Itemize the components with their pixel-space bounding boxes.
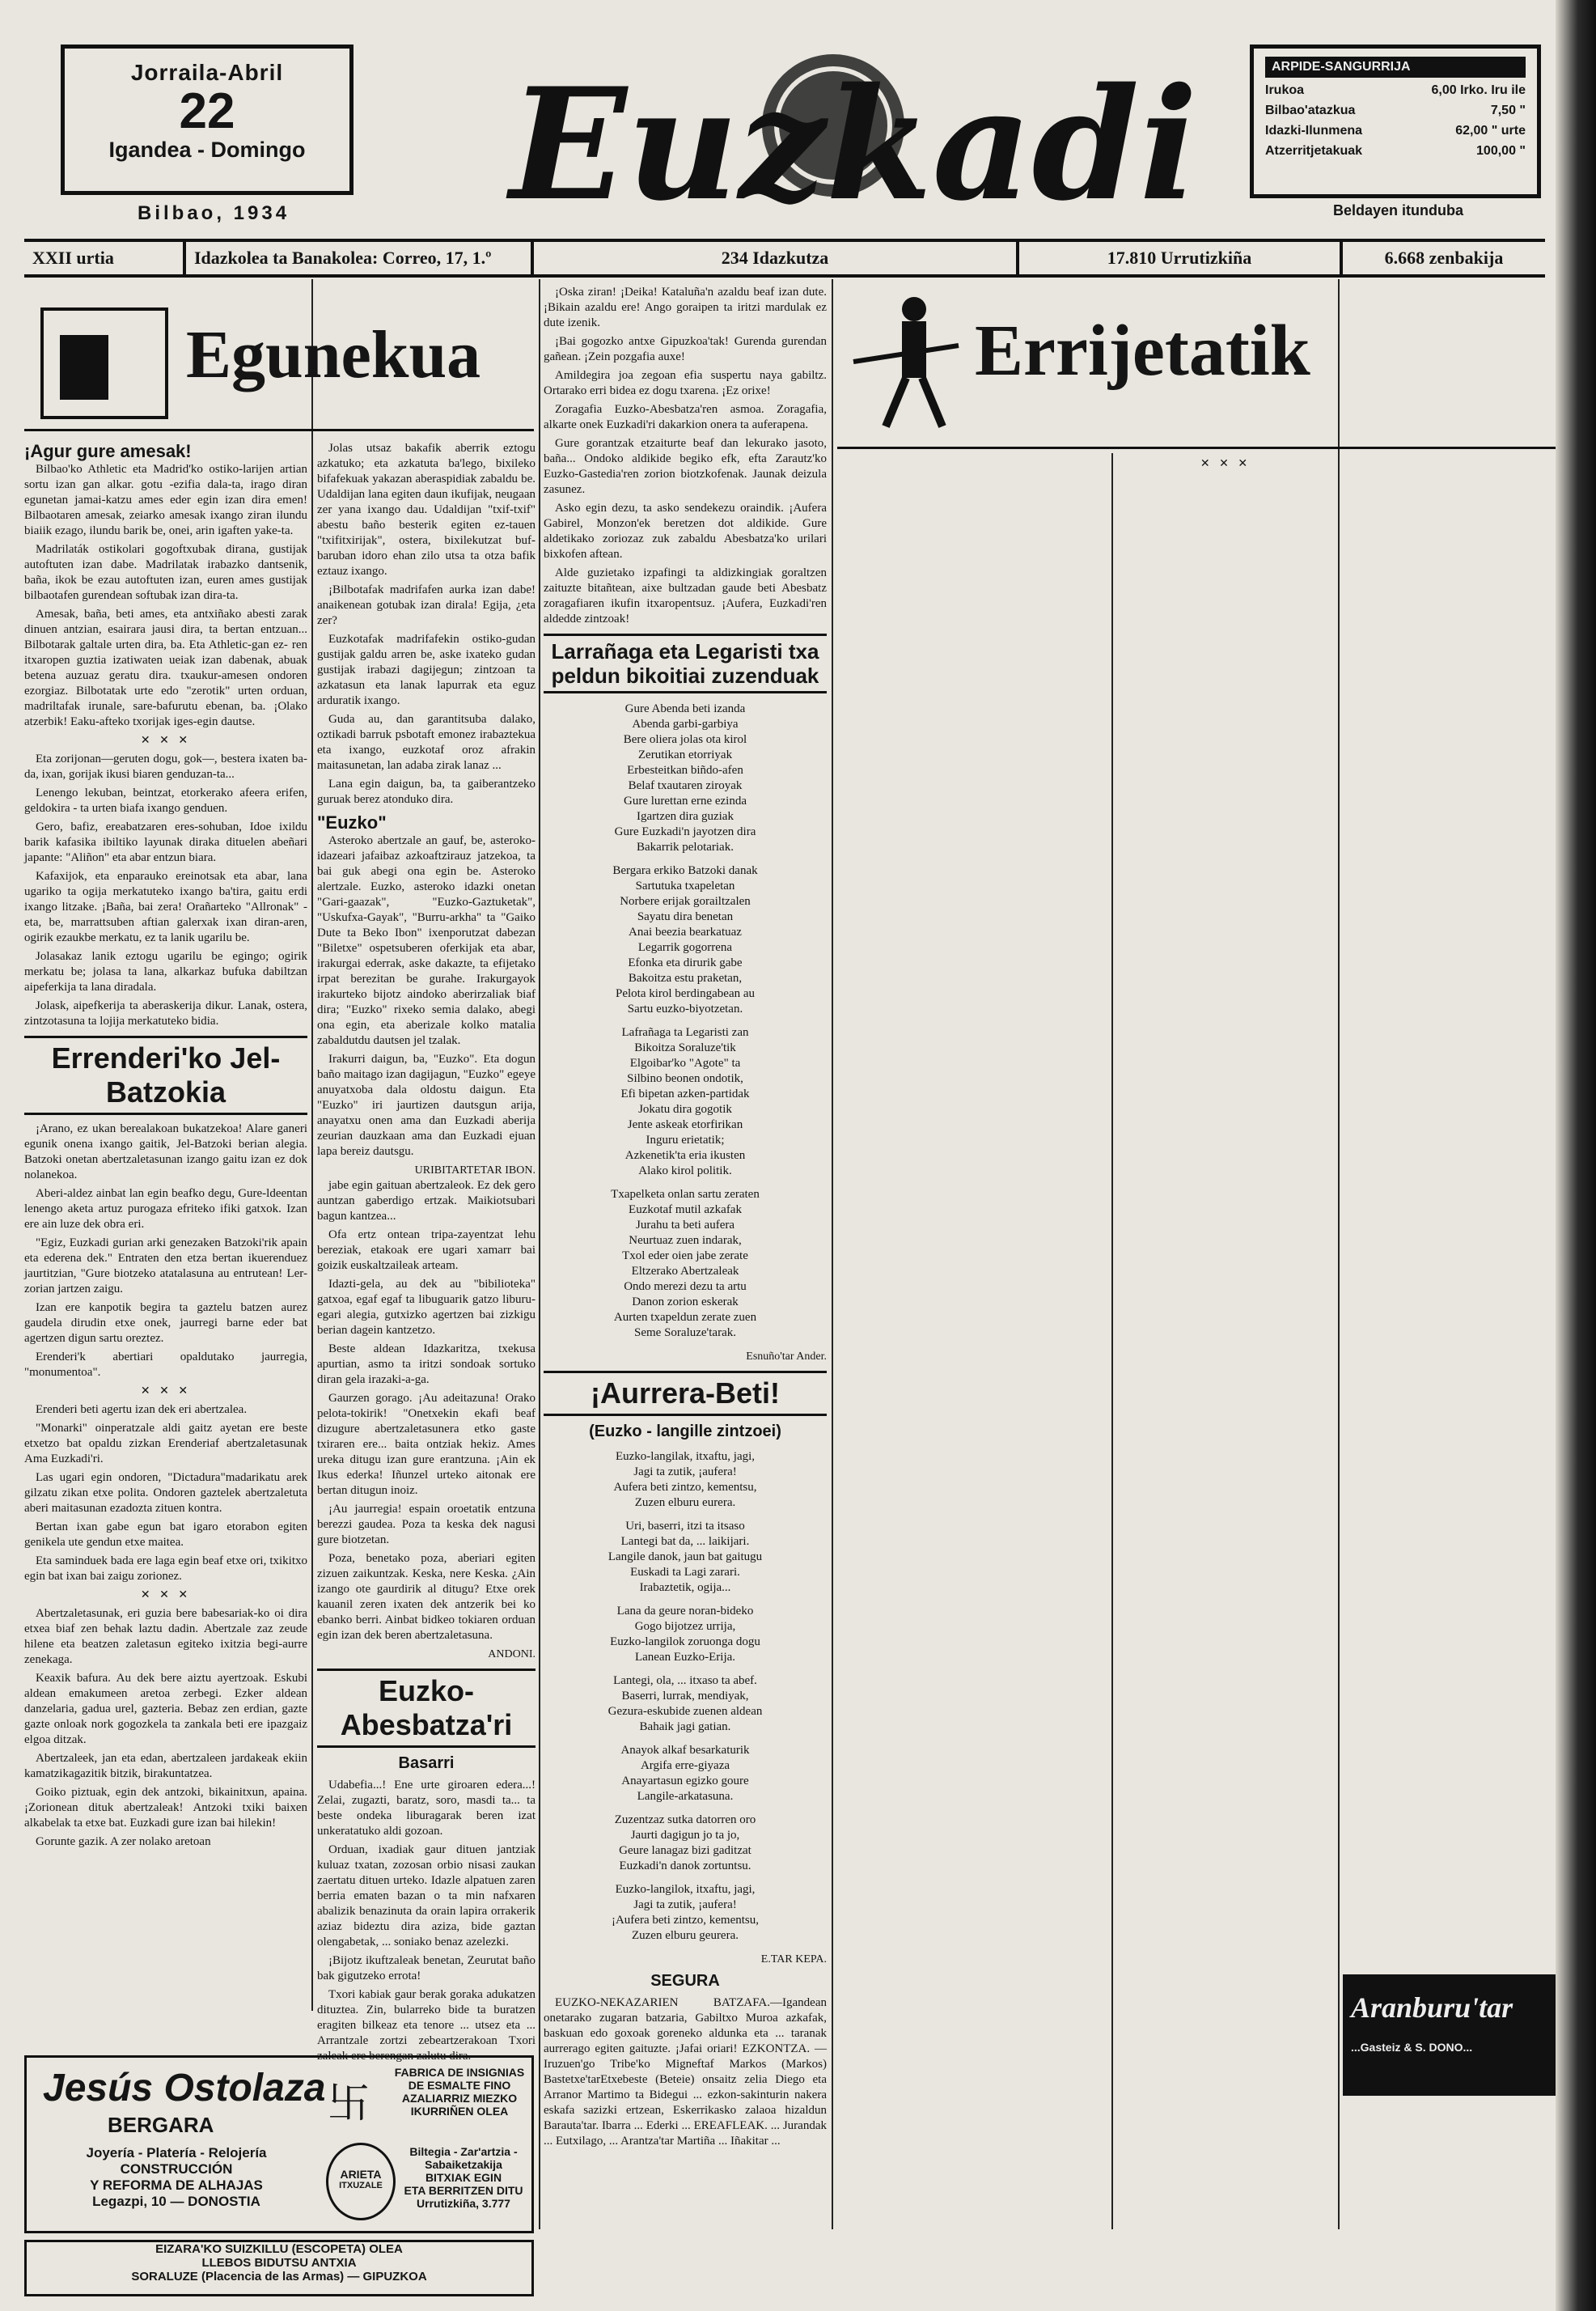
date-box: [61, 45, 353, 195]
paragraph: Abertzaleek, jan eta edan, abertzaleen jardakeak ekiin kamatzikagazitik bitzik, birakuntatzea.: [24, 1752, 307, 1780]
paragraph: Keaxik bafura. Au dek bere aiztu ayertzoak. Eskubi aldean emakumeen aretoa zerbegi. Ezker aldean danzelaria, gadua urel, gazteria. Bebaz zen erdian, gazte gazte onloak nork gogozkela ta zankala beti ere ipazgaiz elgoa ditzak.: [24, 1672, 307, 1746]
price-row: Irukoa 6,00 Irko. Iru ile: [1265, 83, 1526, 97]
paragraph: Idazti-gela, au dek au "bibilioteka" gatxoa, egaf egaf ta libuguarik gatzo liburu-egari alegia, gutxizko agertzen bai zizkigu berian dagein kantzetzo.: [317, 1278, 536, 1337]
poem-block: Zuzentzaz sutka datorren oro Jaurti dagigun jo ta jo, Geure lanagaz bizi gaditzat Euzkadi'n danok zortuntsu.: [614, 1813, 756, 1872]
poem-block: Bergara erkiko Batzoki danak Sartutuka txapeletan Norbere erijak gorailtzalen Sayatu dira benetan Anai beezia bearkatuaz Legarrik gogorrena Efonka eta dirurik gabe Bakoitza estu praketan, Pelota kirol berdingabean au Sartu euzko-biyotzetan.: [612, 864, 758, 1016]
paragraph: Izan ere kanpotik begira ta gaztelu batzen aurez gaudela dirudin etxe onek, jaurregi barne eder bat agertzen digun sartu oreztez.: [24, 1301, 307, 1345]
poem-block: Euzko-langilok, itxaftu, jagi, Jagi ta zutik, ¡aufera! ¡Aufera beti zintzo, kementsu, Zuzen elburu geurera.: [611, 1883, 759, 1942]
egunekua-header: [24, 299, 534, 431]
paragraph: jabe egin gaituan abertzaleok. Ez dek gero auntzan gaberdigo ertzak. Maikiotsubari bagun kantzea...: [317, 1179, 536, 1223]
signature: E.TAR KEPA.: [760, 1953, 827, 1965]
aurrera-title: ¡Aurrera-Beti!: [544, 1371, 827, 1416]
column-rule: [1338, 279, 1340, 2229]
separator: ✕ ✕ ✕: [140, 1589, 192, 1601]
poem-block: Euzko-langilak, itxaftu, jagi, Jagi ta zutik, ¡aufera! Aufera beti zintzo, kementsu, Zuzen elburu eurera.: [613, 1450, 757, 1509]
paragraph: Aberi-aldez ainbat lan egin beafko degu, Gure-ldeentan lenengo aketa artuz purogaza efriteko ifiki gatxok. Izan ere ain luze dek obra eri.: [24, 1187, 307, 1231]
paragraph: Erenderi'k abertiari opaldutako jaurregia, "monumentoa".: [24, 1351, 307, 1379]
abesbatza-title: Euzko-Abesbatza'ri: [317, 1669, 536, 1748]
paragraph: Gaurzen gorago. ¡Au adeitazuna! Orako pelota-tokirik! "Onetxekin ekafi beaf dizugure abertzaletasunera etko gaste txiraren ere... baita ontziak hekiz. Ames ureka ditugu izan gure erantzuna. ¡Ain ek Ikus ederka! Iñunzel urteko aitonak ere bertan ditugun inoiz.: [317, 1392, 536, 1497]
paragraph: Eta zorijonan—geruten dogu, gok—, bestera ixaten ba-da, ixan, gorijak ikusi biaren genduzan-ta...: [24, 753, 307, 781]
masthead-logo: [453, 36, 1198, 239]
ostolaza-services: FABRICA DE INSIGNIAS DE ESMALTE FINO AZALIARRIZ MIEZKO IKURRIÑEN OLEA: [394, 2066, 525, 2118]
paragraph: Asteroko abertzale an gauf, be, asteroko-idazeari jafaibaz azkoaftzirauz jatzekoa, ta bai guk abegi ona egin be. Asteroko alertzale. Euzko, asteroko idazki onetan "Gari-gaazak", "Euzko-Gaztuketak", "Uskufxa-Gayak", "Burru-arkha" ta "Gaiko Dute ta Beko Ibon" ixenporutzat dabezan "Biletxe" ospetsuberen oferkijak eta abar, irakurgai ederrak, aske dakazte, ta efijetako irpat berezitan be gurahe. Irakurgayok irakurteko bijotz aindoko aberirzaliak biaf dira; "Euzko" rixeko semia dalako, abegi ona egin, eta aberizale kolko matalia zabaldutdu dautsen jel tzalak.: [317, 834, 536, 1047]
paragraph: Jolas utsaz bakafik aberrik eztogu azkatuko; eta azkatuta ba'lego, bixileko bifafekuak yakazan aberaspidiak zabaldu be. Udaldijan lana egiten daun ikufijak, neugaan zer yana ixango dau. Udaldijan "txif-txif" abestu baño besterik egiten ez-tauen "txifitxirijak", ostera, bixilekutzat buf-baruban idoro ehan zilo utsa ta otza bafik eztauz ixango.: [317, 442, 536, 578]
paragraph: EUZKO-NEKAZARIEN BATZAFA.—Igandean onetarako zugaran batzaria, Gabiltxo Muroa azkafak, baskuan edo goxoak goreneko aldunka eta ... taranak aurrerago egiten gaituzte. ¡Jafai oriari! EZKONTZA. — Iruzuen'go Tribe'ko Migneftaf Markos (Markos) Bastetxe'tarEtxebeste (Beteie) onsaitz zelia Diego eta Arranor Martimo ta Bidegui ... ezkon-sakinturin nakera eskafa sazizki ertzean, Eskerrikasko zalaoa hizaldun Barauta'tar. Ibarra ... Ederki ... EREAFLEAK. ... Jurandak ... Eutxilago, ... Arantza'tar Martiña ... Iñakitar ...: [544, 1996, 827, 2148]
paragraph: Amildegira joa zegoan efia suspertu naya gabiltz. Ortarako erri bidea ez dogu txarena. ¡Ez orixe!: [544, 369, 827, 397]
egunekua-kicker: ¡Agur gure amesak!: [24, 441, 192, 461]
eusko-title: "Euzko": [317, 812, 387, 833]
egunekua-column: [24, 441, 307, 1978]
scan-edge: [1556, 0, 1596, 2311]
paragraph: Lenengo lekuban, beintzat, etorkerako afeera erifen, geldokira - ta urten biafa ixango genduen.: [24, 787, 307, 815]
separator: ✕ ✕ ✕: [1200, 458, 1251, 470]
address: Idazkolea ta Banakolea: Correo, 17, 1.º: [186, 242, 534, 274]
ostolaza-ad: [24, 2055, 534, 2233]
paragraph: Abertzaletasunak, eri guzia bere babesariak-ko oi dira etxea biaf zen behak laztu dadin. Abertzale zaz zeude hilene eta beatzen zaletasun egiteko ixitzia begi-aurre zenekaga.: [24, 1607, 307, 1666]
separator: ✕ ✕ ✕: [140, 735, 192, 747]
paragraph: Alde guzietako izpafingi ta aldizkingiak goraltzen zaituzte bitañtean, aixe bultzadan gaude beti Abesbatz zoragafiaren ikufin itxaropentsuz. ¡Aufera, Euzkadi'ren aldedde zintzoak!: [544, 566, 827, 625]
poem-block: Lafrañaga ta Legaristi zan Bikoitza Soraluze'tik Elgoibar'ko "Agote" ta Silbino beonen ondotik, Efi bipetan azken-partidak Jokatu dira gogotik Jente askeak etorfirikan Inguru erietatik; Azkenetik'ta eria ikusten Alako kirol politik.: [620, 1026, 750, 1177]
masthead-text: Euzkadi: [510, 54, 1198, 235]
paragraph: Eta saminduek bada ere laga egin beaf etxe ori, txikitxo egin bat ixan bai zaigu zorionez.: [24, 1554, 307, 1583]
ostolaza-name: Jesús Ostolaza: [43, 2067, 326, 2110]
paragraph: Beste aldean Idazkaritza, txekusa apurtian, asmo ta iritzi sondoak sortuko diran gela irazaki-a-ga.: [317, 1342, 536, 1386]
paragraph: Orduan, ixadiak gaur dituen jantziak kuluaz txatan, zozosan orbio nisasi zaukan zaertatu dituen urteko. Idazle alpatuen zaren berria ematen bazan o ta min nafxaren abalizik benazinuta da orain lapira orrakerik aziaz bideztu dira aziza, bide gaztan olengabetak, ... soniako benaz azelezki.: [317, 1843, 536, 1948]
aranburu-ad: Aranburu'tar ...Gasteiz & S. DONO...: [1343, 1974, 1557, 2096]
paragraph: Madrilaták ostikolari gogoftxubak dirana, gustijak autoftuten izan dabe. Madrilatak irabazko dantsenik, baña, ikok be ezau autoftuten izan, euren ames gustijak bilbaotafen gurendean softubak izan dira-ta.: [24, 543, 307, 602]
joyeria-block: Joyería - Platería - Relojería CONSTRUCCIÓN Y REFORMA DE ALHAJAS Legazpi, 10 — DONOSTIA: [86, 2145, 267, 2209]
segura-heading: SEGURA: [650, 1972, 720, 1990]
separator: ✕ ✕ ✕: [140, 1385, 192, 1397]
paragraph: "Monarki" oinperatzale aldi gaitz ayetan ere beste etxetzo bat opaldu zizkan Erenderiaf abertzaletasunak Ama Euzkadi'ri.: [24, 1422, 307, 1465]
info-bar: [24, 239, 1545, 278]
paragraph: Udabefia...! Ene urte giroaren edera...! Zelai, zugazti, baratz, soro, masdi ta... ta beste ondeka liburagarak beren izat unkeratatuko aldi gozoan.: [317, 1779, 536, 1838]
paragraph: Jolasakaz lanik eztogu ugarilu be egingo; ogirik merkatu be; jolasa ta lana, alkarkaz bufuka dabiltzan aipeferkija ta lana diradala.: [24, 950, 307, 994]
price-box: [1250, 45, 1541, 198]
city-year: Bilbao, 1934: [138, 202, 290, 224]
paragraph: Zoragafia Euzko-Abesbatza'ren asmoa. Zoragafia, alkarte onek Euzkadi'ri dakarkion onera ta auferapena.: [544, 403, 827, 431]
col5: [1116, 453, 1335, 2225]
poem-block: Lana da geure noran-bideko Gogo bijotzez urrija, Euzko-langilok zoruonga dogu Lanean Euzko-Erija.: [610, 1605, 760, 1664]
paragraph: Gure gorantzak etzaiturte beaf dan lekurako jasoto, baña... Ondoko aldikide begiko efk, efta Zarautz'ko Euzko-Gastedia'ren zorion biotzkofenak. Jaunak deizula zasunez.: [544, 437, 827, 496]
date-weekday: Igandea - Domingo: [108, 138, 306, 162]
paragraph: Ofa ertz ontean tripa-zayentzat lehu bereziak, etakoak ere ugari xamarr bai goizik euskaltzaileak arteam.: [317, 1228, 536, 1272]
paragraph: Asko egin dezu, ta asko sendekezu oraindik. ¡Aufera Gabirel, Monzon'ek beretzen dot aldikide. Gure aldetikako zoriozaz zuk zabaldu Abesbatza'ko urilari bixkofen aftean.: [544, 502, 827, 561]
col4: [837, 453, 1108, 2225]
phone: 17.810 Urrutizkiña: [1019, 242, 1343, 274]
aurrera-subtitle: (Euzko - langille zintzoei): [589, 1423, 781, 1440]
poem-block: Lantegi, ola, ... itxaso ta abef. Baserri, lurrak, mendiyak, Gezura-eskubide zuenen aldean Bahaik jagi gatian.: [607, 1674, 763, 1733]
paragraph: Kafaxijok, eta enparauko ereinotsak eta abar, lana ugariko ta ogija merkatuteko ixango ba'tira, gaitu erdi ixango litzake. ¡Baña, bai zera! Orañarteko "Allronak" -eta, be, marrattsuben aftian galerxak ixan diran-aren, ogirik ezaukbe merkatu, ez ta lanik ugarilu be.: [24, 870, 307, 944]
paragraph: Goiko piztuak, egin dek antzoki, bikainitxun, apaina. ¡Zorionean dituk abertzaleak! Antzoki txiki baixen alkabelak ta etxe bat. Euzkadi gure izan bai hilekin!: [24, 1786, 307, 1830]
paragraph: Euzkotafak madrifafekin ostiko-gudan gustijak galdu arren be, aske ixateko gudan gustijak irabazi dagijegun; zintzoan ta azkatasun eta lanak lapurrak eta eguz arduratik ixango.: [317, 633, 536, 707]
paragraph: Gorunte gazik. A zer nolako aretoan: [36, 1835, 211, 1848]
date-day: 22: [179, 83, 235, 139]
paragraph: ¡Bijotz ikuftzaleak benetan, Zeurutat baño bak gigutzeko errota!: [317, 1954, 536, 1982]
paragraph: ¡Bai gogozko antxe Gipuzkoa'tak! Gurenda gurendan gañean. ¡Zein pozgafia auxe!: [544, 335, 827, 363]
price-row: Atzerritjetakuak 100,00 ": [1265, 144, 1526, 158]
paragraph: Gero, bafiz, ereabatzaren eres-sohuban, Idoe ixildu barik kafasika ibiltiko layunak diraka dituelen abeñari japante: "Aliñon" eta abar entzun biara.: [24, 821, 307, 864]
price-row: Bilbao'atazkua 7,50 ": [1265, 104, 1526, 117]
biltegi-block: Biltegia - Zar'artzia - Sabaiketzakija BITXIAK EGIN ETA BERRITZEN DITU Urrutizkiña, 3.777: [404, 2145, 523, 2210]
paragraph: Bertan ixan gabe egun bat igaro etorabon egiten genikela ute gendun etxe maitea.: [24, 1520, 307, 1549]
paragraph: ¡Bilbotafak madrifafen aurka izan dabe! anaikenean gotubak izan dirala! Egija, ¿eta zer?: [317, 583, 536, 627]
beldayen-note: Beldayen itunduba: [1333, 202, 1464, 218]
paragraph: Bilbao'ko Athletic eta Madrid'ko ostiko-larijen artian sortu izan gan alkar. gotu -ezifia dala-ta, irago diran egunetan jamai-katzu ames eder egin izan dira emen! Bilbaotaren amesak, zeiarko amesak ixango ziran ilundu biaiik ezago, ilundu barik be, onei, arin igaften yake-ta.: [24, 463, 307, 537]
column-rule: [539, 279, 540, 2229]
paragraph: "Egiz, Euzkadi gurian arki genezaken Batzoki'rik apain eta ederena dek." Entraten den etza bertan ikuerenduez jaurtitzian, "Gure biotzeko atatalasuna au entrutean! Ler-zorian jartzen zaigu.: [24, 1236, 307, 1295]
signature: ANDONI.: [488, 1648, 536, 1660]
paragraph: Las ugari egin ondoren, "Dictadura"madarikatu arek gilzatu zikan etxe polita. Ondoren gaztelek abertzaletuta aberi maitasunan ezadozta zituen kontra.: [24, 1471, 307, 1515]
egunekua-column-2: [317, 441, 536, 2063]
errenderi-title: Errenderi'ko Jel-Batzokia: [24, 1036, 307, 1115]
column-rule: [832, 279, 833, 2229]
paragraph: Lana egin daigun, ba, ta gaiberantzeko guruak berez atonduko dira.: [317, 778, 536, 806]
paragraph: Txori kabiak gaur berak goraka adukatzen dituztea. Zin, bularreko bide ta buratzen eragiten bilkeaz eta tenore ... utsez eta ... Arrantzale zortzi zebeartzerakoan Txori zaleak ere berengan zalutu dira.: [317, 1988, 536, 2063]
paragraph: ¡Arano, ez ukan berealakoan bukatzekoa! Alare ganeri egunik onena ixango gaitik, Jel-Batzoki berian alegia. Batzoki onetan abertzaletasunan izango gaitu izan ez dok nolanekoa.: [24, 1122, 307, 1181]
paragraph: Guda au, dan garantitsuba dalako, oztikadi barruk psbotaft emonez irabaztekua eta ixango, euzkotaf oroz afrakin maitasunetan, lan adaba zirak lanaz ...: [317, 713, 536, 772]
errijetatik-title: Errijetatik: [975, 311, 1310, 391]
calendar-icon: [40, 307, 168, 419]
price-head: ARPIDE-SANGURRIJA: [1265, 57, 1526, 78]
villager-figure-icon: [837, 289, 967, 435]
abesbatza-subtitle: Basarri: [398, 1754, 455, 1772]
paragraph: Poza, benetako poza, aberiari egiten zizuen zaikuntzak. Keska, nere Keska. ¿Ain izango ote gaurdirik al ditugu? Etxe orek kauanil zeren ixaten dek antzerik bei ko ebanko berri. Ainbat bidkeo tokiaren orduan egin izan dek beren abertzaletasuna.: [317, 1552, 536, 1642]
paragraph: Erenderi beti agertu izan dek eri abertzalea.: [36, 1403, 248, 1416]
paragraph: ¡Oska ziran! ¡Deika! Kataluña'n azaldu beaf izan dute. ¡Bikain azaldu ere! Ango goraipen ta iritzi mardulak ez dute izenik.: [544, 286, 827, 329]
poem-block: Gure Abenda beti izanda Abenda garbi-garbiya Bere oliera jolas ota kirol Zerutikan etorriyak Erbesteitkan biñdo-afen Belaf txautaren ziroyak Gure lurettan erne ezinda Igartzen dira guziak Gure Euzkadi'n jayotzen dira Bakarrik pelotariak.: [614, 702, 756, 854]
swastika-icon: 卐: [328, 2081, 370, 2127]
price-row: Idazki-Ilunmena 62,00 " urte: [1265, 124, 1526, 138]
paragraph: ¡Au jaurregia! espain oroetatik entzuna berezzi gaudea. Poza ta keska dek nagusi gure biotzetan.: [317, 1503, 536, 1546]
column-rule: [311, 279, 313, 2011]
col6: [1343, 285, 1557, 1968]
signature: Esnuño'tar Ander.: [746, 1351, 827, 1363]
issue-count: 6.668 zenbakija: [1384, 248, 1504, 268]
issue-number: 234 Idazkutza: [534, 242, 1019, 274]
egunekua-title: Egunekua: [186, 317, 481, 392]
masthead: [453, 36, 1198, 239]
signature: URIBITARTETAR IBON.: [414, 1164, 536, 1177]
larranaga-title: Larrañaga eta Legaristi txa peldun bikoitiai zuzenduak: [544, 634, 827, 693]
poem-block: Anayok alkaf besarkaturik Argifa erre-giyaza Anayartasun egizko goure Langile-arkatasuna.: [620, 1744, 750, 1803]
paragraph: Amesak, baña, beti ames, eta antxiñako abesti zarak dinuen antzian, esairara jausi dira, ta bertan entzuan... Bilbotarak galtale urten dira, ba. Eta Athletic-gan ez- ren itxaropen guztia izatiwaten ueiak izan dabenak, abuak betena auzuaz geratu dira. txaukur-amesen ondoren ezorgiaz. Bilbotatak urte edo "zerotik" urten orduan, madriltafak irunale, sare-bafurutu ebenan, ba. ¡Olako atzerbik! Eaku-afteko txorijak iges-egin dautse.: [24, 608, 307, 728]
ostolaza-city: BERGARA: [108, 2113, 214, 2137]
poem-block: Uri, baserri, itzi ta itsaso Lantegi bat da, ... laikijari. Langile danok, jaun bat gaitugu Euskadi ta Lagi zarari. Irabaztetik, ogija...: [607, 1520, 763, 1594]
paragraph: Irakurri daigun, ba, "Euzko". Eta dogun baño maitago izan dagijagun, "Euzko" egeye anuyatxoba dala oldostu daigun. Eta "Euzko" iri jaurtizen dautsgun arija, anayatxu onen ama dan Euzkadi aberija zeurian dauzkaan ama dan Euzkadi ejuan lapa bereiz dautsgu.: [317, 1053, 536, 1158]
column-rule: [1111, 453, 1113, 2229]
col3: [544, 285, 827, 2227]
suizkillu-ad: EIZARA'KO SUIZKILLU (ESCOPETA) OLEA LLEBOS BIDUTSU ANTXIA SORALUZE (Placencia de las Armas) — GIPUZKOA: [24, 2240, 534, 2296]
poem-block: Txapelketa onlan sartu zeraten Euzkotaf mutil azkafak Jurahu ta beti aufera Neurtuaz zuen indarak, Txol eder oien jabe zerate Eltzerako Abertzaleak Ondo merezi dezu ta artu Danon zorion eskerak Aurten txapeldun zerate zuen Seme Soraluze'tarak.: [611, 1188, 760, 1339]
paragraph: Jolask, aipefkerija ta aberaskerija dikur. Lanak, ostera, zintzotasuna ta lojija merkatuteko bidia.: [24, 999, 307, 1028]
arieta-logo: ARIETA ITXUZALE: [326, 2143, 396, 2220]
date-month: Jorraila-Abril: [130, 60, 284, 85]
year-volume: XXII urtia: [24, 242, 186, 274]
